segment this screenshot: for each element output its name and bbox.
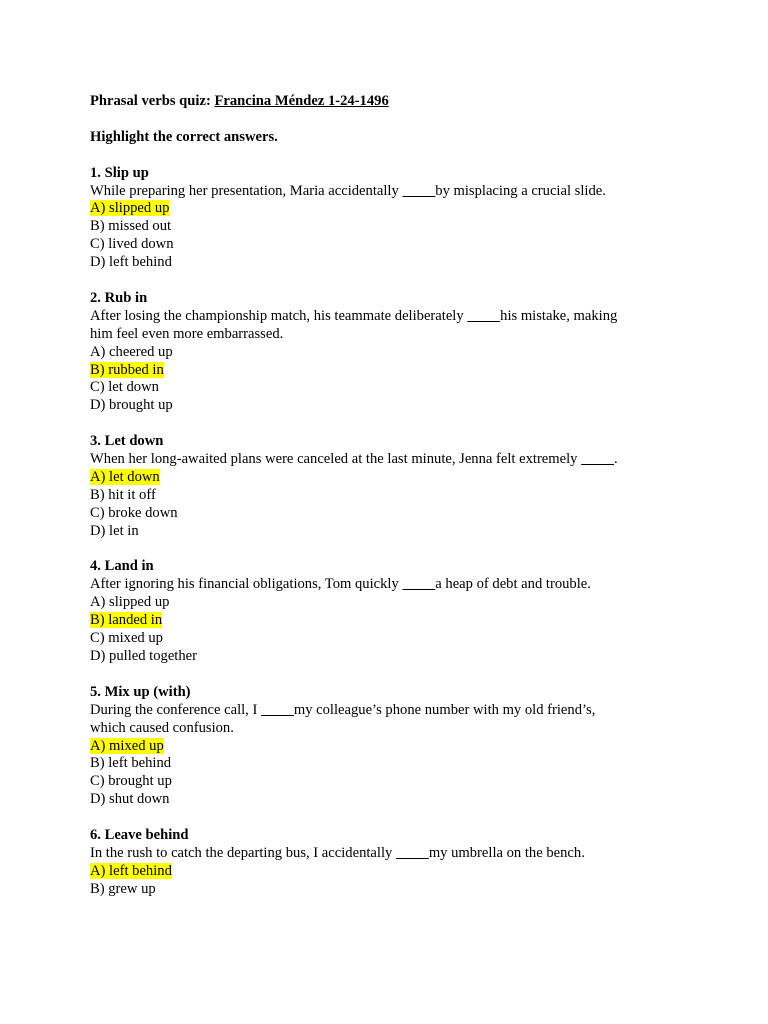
option-text: A) slipped up <box>90 594 170 611</box>
question-sentence <box>90 183 680 201</box>
answer-option <box>90 738 680 756</box>
answer-option <box>90 344 680 362</box>
sentence-text-after: . <box>613 451 618 468</box>
sentence-text-before: After ignoring his financial obligations, Tom quickly <box>90 576 403 593</box>
instruction: Highlight the correct answers. <box>90 128 278 145</box>
student-name: Francina Méndez 1-24-1496 <box>214 93 389 109</box>
answer-blank <box>402 183 435 199</box>
question-sentence <box>90 576 680 594</box>
answer-option <box>90 594 680 612</box>
question-sentence <box>90 702 680 720</box>
option-text: D) let in <box>90 522 139 539</box>
option-text: C) lived down <box>90 236 174 253</box>
answer-option <box>90 200 680 218</box>
answer-option <box>90 648 680 666</box>
option-text: A) cheered up <box>90 343 173 360</box>
sentence-text-after: a heap of debt and trouble. <box>435 576 591 593</box>
sentence-text-before: In the rush to catch the departing bus, I accidentally <box>90 844 396 861</box>
answer-option <box>90 505 680 523</box>
sentence-text-after: his mistake, making <box>500 307 618 324</box>
answer-option <box>90 362 680 380</box>
sentence-text-after: my colleague’s phone number with my old friend’s, <box>293 701 596 718</box>
option-text: D) brought up <box>90 397 173 414</box>
sentence-text-before: During the conference call, I <box>90 701 261 718</box>
question-block <box>90 558 680 665</box>
option-text: C) broke down <box>90 504 178 521</box>
question-sentence <box>90 451 680 469</box>
answer-option <box>90 755 680 773</box>
highlighted-answer: A) let down <box>90 468 160 485</box>
question-title: 3. Let down <box>90 433 164 450</box>
answer-option <box>90 863 680 881</box>
answer-option <box>90 630 680 648</box>
question-block <box>90 684 680 809</box>
question-block <box>90 827 680 899</box>
quiz-header <box>90 93 680 111</box>
sentence-text-after: my umbrella on the bench. <box>428 844 585 861</box>
option-text: C) mixed up <box>90 630 163 647</box>
sentence-text-before: him feel even more embarrassed. <box>90 325 284 342</box>
option-text: C) brought up <box>90 773 172 790</box>
question-title: 4. Land in <box>90 558 154 575</box>
question-title: 1. Slip up <box>90 164 149 181</box>
sentence-text-before: When her long-awaited plans were canceled at the last minute, Jenna felt extremely <box>90 451 582 468</box>
sentence-text-before: While preparing her presentation, Maria accidentally <box>90 182 403 199</box>
answer-option <box>90 254 680 272</box>
answer-blank <box>581 451 614 467</box>
answer-option <box>90 218 680 236</box>
option-text: C) let down <box>90 379 159 396</box>
question-title: 5. Mix up (with) <box>90 683 191 700</box>
sentence-text-before: After losing the championship match, his teammate deliberately <box>90 307 468 324</box>
highlighted-answer: A) left behind <box>90 862 172 879</box>
quiz-content <box>90 93 680 899</box>
answer-option <box>90 881 680 899</box>
highlighted-answer: B) landed in <box>90 612 163 629</box>
answer-blank <box>402 576 435 592</box>
option-text: B) hit it off <box>90 486 156 503</box>
question-sentence <box>90 308 680 326</box>
answer-option <box>90 773 680 791</box>
answer-option <box>90 469 680 487</box>
highlighted-answer: A) mixed up <box>90 737 164 754</box>
question-title: 2. Rub in <box>90 289 148 306</box>
highlighted-answer: A) slipped up <box>90 200 170 217</box>
option-text: D) left behind <box>90 254 172 271</box>
answer-option <box>90 791 680 809</box>
answer-blank <box>261 702 294 718</box>
option-text: B) left behind <box>90 755 172 772</box>
question-list <box>90 165 680 899</box>
question-block <box>90 290 680 415</box>
answer-option <box>90 523 680 541</box>
answer-blank <box>396 845 429 861</box>
highlighted-answer: B) rubbed in <box>90 361 164 378</box>
question-title: 6. Leave behind <box>90 827 189 844</box>
answer-option <box>90 487 680 505</box>
option-text: D) shut down <box>90 791 170 808</box>
answer-blank <box>467 308 500 324</box>
question-sentence <box>90 845 680 863</box>
sentence-text-before: which caused confusion. <box>90 719 234 736</box>
question-sentence <box>90 326 680 344</box>
quiz-title: Phrasal verbs quiz: <box>90 93 215 109</box>
answer-option <box>90 397 680 415</box>
question-block <box>90 165 680 272</box>
question-block <box>90 433 680 540</box>
answer-option <box>90 236 680 254</box>
answer-option <box>90 379 680 397</box>
question-sentence <box>90 720 680 738</box>
option-text: D) pulled together <box>90 648 197 665</box>
option-text: B) missed out <box>90 218 172 235</box>
answer-option <box>90 612 680 630</box>
option-text: B) grew up <box>90 880 156 897</box>
sentence-text-after: by misplacing a crucial slide. <box>435 182 606 199</box>
